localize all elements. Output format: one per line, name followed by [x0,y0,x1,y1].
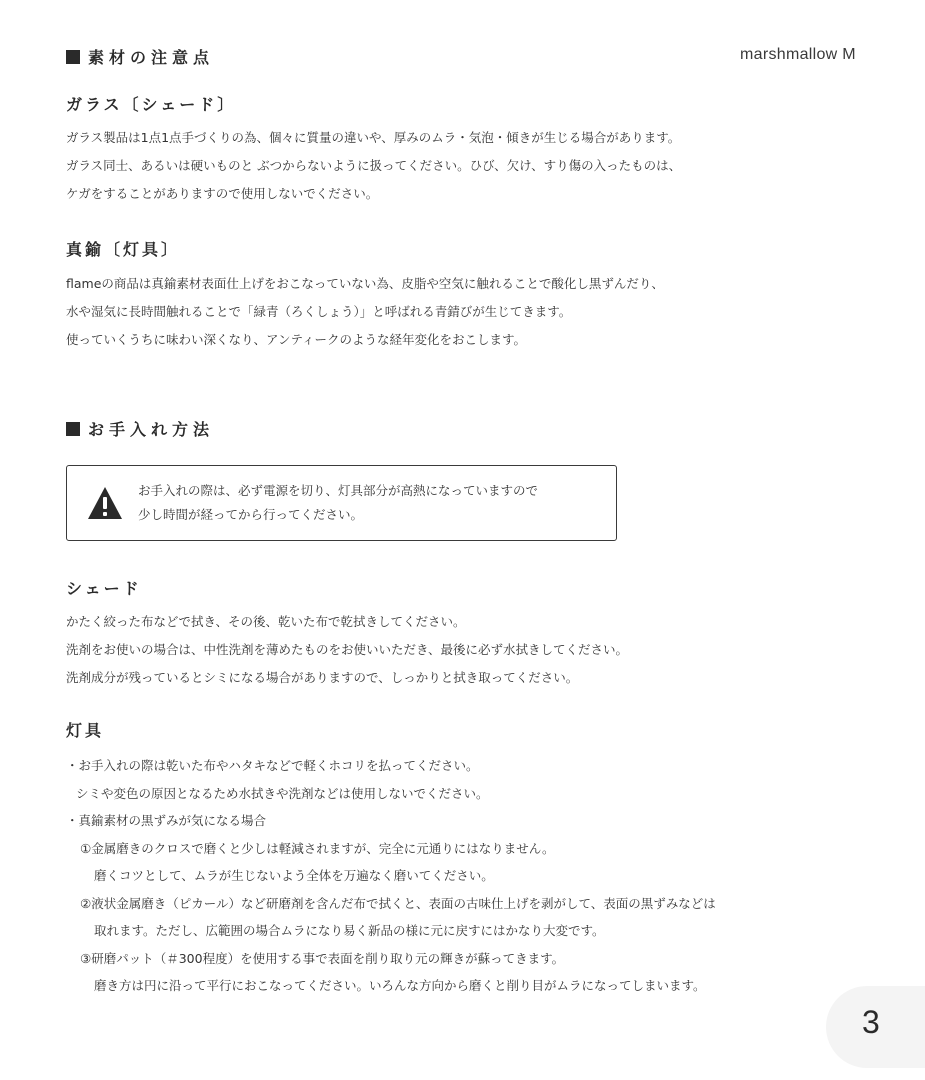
page-number: 3 [862,1004,880,1040]
shade-paragraph [66,608,628,692]
warning-notice-box [66,465,617,541]
section-title-care [66,417,214,440]
section-title-text: 素材の注意点 [88,48,215,67]
text-line: 磨き方は円に沿って平行におこなってください。いろんな方向から磨くと削り目がムラになってしまいます。 [94,978,706,993]
text-line: 洗剤をお使いの場合は、中性洗剤を薄めたものをお使いいただき、最後に必ず水拭きしてください。 [66,642,629,657]
section-title-text: お手入れ方法 [88,420,215,439]
text-line: 使っていくうちに味わい深くなり、アンティークのような経年変化をおこします。 [66,332,527,347]
numbered-item-1: ①金属磨きのクロスで磨くと少しは軽減されますが、完全に元通りにはなりません。 [80,840,555,856]
square-bullet-icon [66,50,80,64]
subsection-title-shade: シェード [66,579,142,598]
section-title-materials [66,45,214,68]
text-line: 少し時間が経ってから行ってください。 [138,507,364,522]
numbered-item-2: ②液状金属磨き（ピカール）など研磨剤を含んだ布で拭くと、表面の古味仕上げを剥がして、表面の黒ずみなどは [80,895,716,911]
text-line: 洗剤成分が残っているとシミになる場合がありますので、しっかりと拭き取ってください。 [66,670,579,685]
warning-text [138,479,538,527]
fixture-paragraph [66,752,716,1000]
warning-icon [87,486,123,520]
text-line: 水や湿気に長時間触れることで「緑青（ろくしょう）」と呼ばれる青錆びが生じてきます。 [66,304,572,319]
bullet-line: ・真鍮素材の黒ずみが気になる場合 [66,813,267,828]
brass-paragraph [66,270,664,354]
text-line: 取れます。ただし、広範囲の場合ムラになり易く新品の様に元に戻すにはかなり大変です。 [94,923,605,938]
subsection-title-fixture: 灯具 [66,721,105,740]
text-line: かたく絞った布などで拭き、その後、乾いた布で乾拭きしてください。 [66,614,466,629]
text-line: ケガをすることがありますので使用しないでください。 [66,186,379,201]
glass-paragraph [66,124,681,208]
brand-name: marshmallow M [740,46,856,63]
text-line: ガラス製品は1点1点手づくりの為、個々に質量の違いや、厚みのムラ・気泡・傾きが生じる場合があります。 [66,130,681,145]
square-bullet-icon [66,422,80,436]
subsection-title-brass: 真鍮〔灯具〕 [66,240,181,259]
text-line: ガラス同士、あるいは硬いものと ぶつからないように扱ってください。ひび、欠け、すり傷の入ったものは、 [66,158,682,173]
text-line: お手入れの際は、必ず電源を切り、灯具部分が高熱になっていますので [138,483,539,498]
bullet-line: ・お手入れの際は乾いた布やハタキなどで軽くホコリを払ってください。 [66,758,479,773]
text-line: 磨くコツとして、ムラが生じないよう全体を万遍なく磨いてください。 [94,868,494,883]
subsection-title-glass: ガラス〔シェード〕 [66,95,237,114]
text-line: flameの商品は真鍮素材表面仕上げをおこなっていない為、皮脂や空気に触れることで酸化し黒ずんだり、 [66,276,664,291]
page-number-tab [826,986,925,1068]
numbered-item-3: ③研磨パット（＃300程度）を使用する事で表面を削り取り元の輝きが蘇ってきます。 [80,950,565,966]
text-line: シミや変色の原因となるため水拭きや洗剤などは使用しないでください。 [76,785,489,801]
